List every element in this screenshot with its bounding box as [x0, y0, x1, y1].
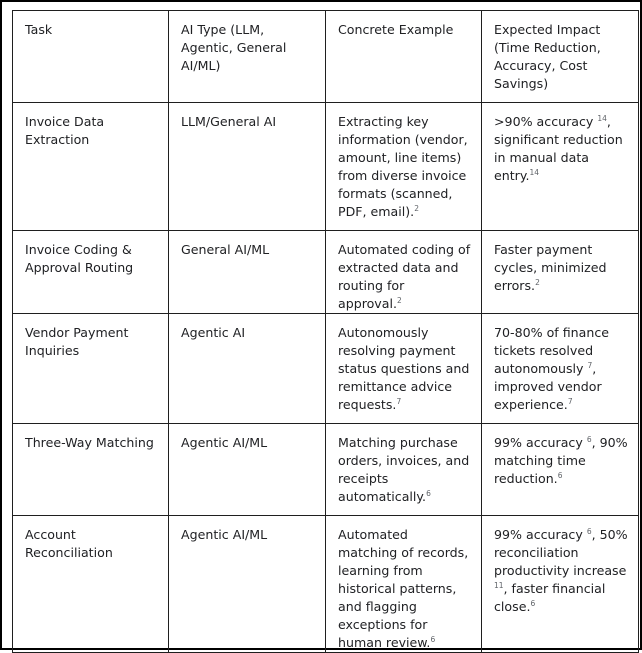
- citation: 6: [530, 599, 536, 608]
- example-text: Matching purchase orders, invoices, and receipts automatically.: [338, 435, 470, 504]
- header-expected-impact: Expected Impact (Time Reduction, Accuracy, Cost Savings): [482, 11, 639, 103]
- task-cell: Invoice Data Extraction: [13, 103, 169, 231]
- impact-text: , 90% matching time reduction.: [494, 435, 628, 486]
- citation: 2: [414, 204, 419, 213]
- impact-cell: [482, 424, 639, 516]
- citation: 2: [535, 278, 540, 287]
- table-row: [13, 314, 639, 424]
- example-cell: [326, 103, 482, 231]
- impact-text: , significant reduction in manual data entry.: [494, 114, 623, 183]
- table-header-row: [13, 11, 639, 103]
- ai-type-cell: Agentic AI/ML: [169, 516, 326, 653]
- task-cell: Invoice Coding & Approval Routing: [13, 231, 169, 314]
- impact-cell: [482, 103, 639, 231]
- citation: 6: [430, 635, 436, 644]
- header-ai-type: AI Type (LLM, Agentic, General AI/ML): [169, 11, 326, 103]
- table-row: [13, 103, 639, 231]
- citation: 6: [586, 527, 592, 536]
- table-row: [13, 424, 639, 516]
- ai-type-cell: Agentic AI: [169, 314, 326, 424]
- citation: 7: [587, 361, 593, 370]
- header-concrete-example: Concrete Example: [326, 11, 482, 103]
- impact-text: , faster financial close.: [494, 581, 606, 614]
- citation: 14: [597, 114, 607, 123]
- example-text: Autonomously resolving payment status questions and remittance advice requests.: [338, 325, 470, 412]
- table-row: [13, 231, 639, 314]
- task-cell: Account Reconciliation: [13, 516, 169, 653]
- impact-text: 70-80% of finance tickets resolved autonomously: [494, 325, 609, 376]
- example-cell: [326, 516, 482, 653]
- impact-cell: [482, 516, 639, 653]
- ai-type-cell: LLM/General AI: [169, 103, 326, 231]
- example-text: Automated matching of records, learning from historical patterns, and flagging exceptions for human review.: [338, 527, 469, 650]
- citation: 2: [396, 296, 402, 305]
- impact-text: , improved vendor experience.: [494, 361, 602, 412]
- impact-cell: [482, 231, 639, 314]
- impact-text: 99% accuracy: [494, 527, 587, 542]
- task-cell: Three-Way Matching: [13, 424, 169, 516]
- impact-text: >90% accuracy: [494, 114, 598, 129]
- citation: 11: [494, 581, 504, 590]
- ai-type-cell: Agentic AI/ML: [169, 424, 326, 516]
- impact-cell: [482, 314, 639, 424]
- ai-type-cell: General AI/ML: [169, 231, 326, 314]
- ai-use-case-table: [12, 10, 639, 653]
- impact-text: Faster payment cycles, minimized errors.: [494, 242, 607, 293]
- citation: 6: [586, 435, 592, 444]
- task-cell: Vendor Payment Inquiries: [13, 314, 169, 424]
- table-row: [13, 516, 639, 653]
- citation: 7: [567, 397, 573, 406]
- example-text: Extracting key information (vendor, amount, line items) from diverse invoice formats (scanned, PDF, email).: [338, 114, 468, 219]
- example-cell: [326, 314, 482, 424]
- impact-text: 99% accuracy: [494, 435, 587, 450]
- example-cell: [326, 424, 482, 516]
- impact-text: , 50% reconciliation productivity increase: [494, 527, 628, 578]
- citation: 6: [557, 471, 563, 480]
- citation: 6: [426, 489, 431, 498]
- example-cell: [326, 231, 482, 314]
- citation: 7: [396, 397, 402, 406]
- citation: 14: [529, 168, 540, 177]
- example-text: Automated coding of extracted data and routing for approval.: [338, 242, 471, 311]
- header-task: Task: [13, 11, 169, 103]
